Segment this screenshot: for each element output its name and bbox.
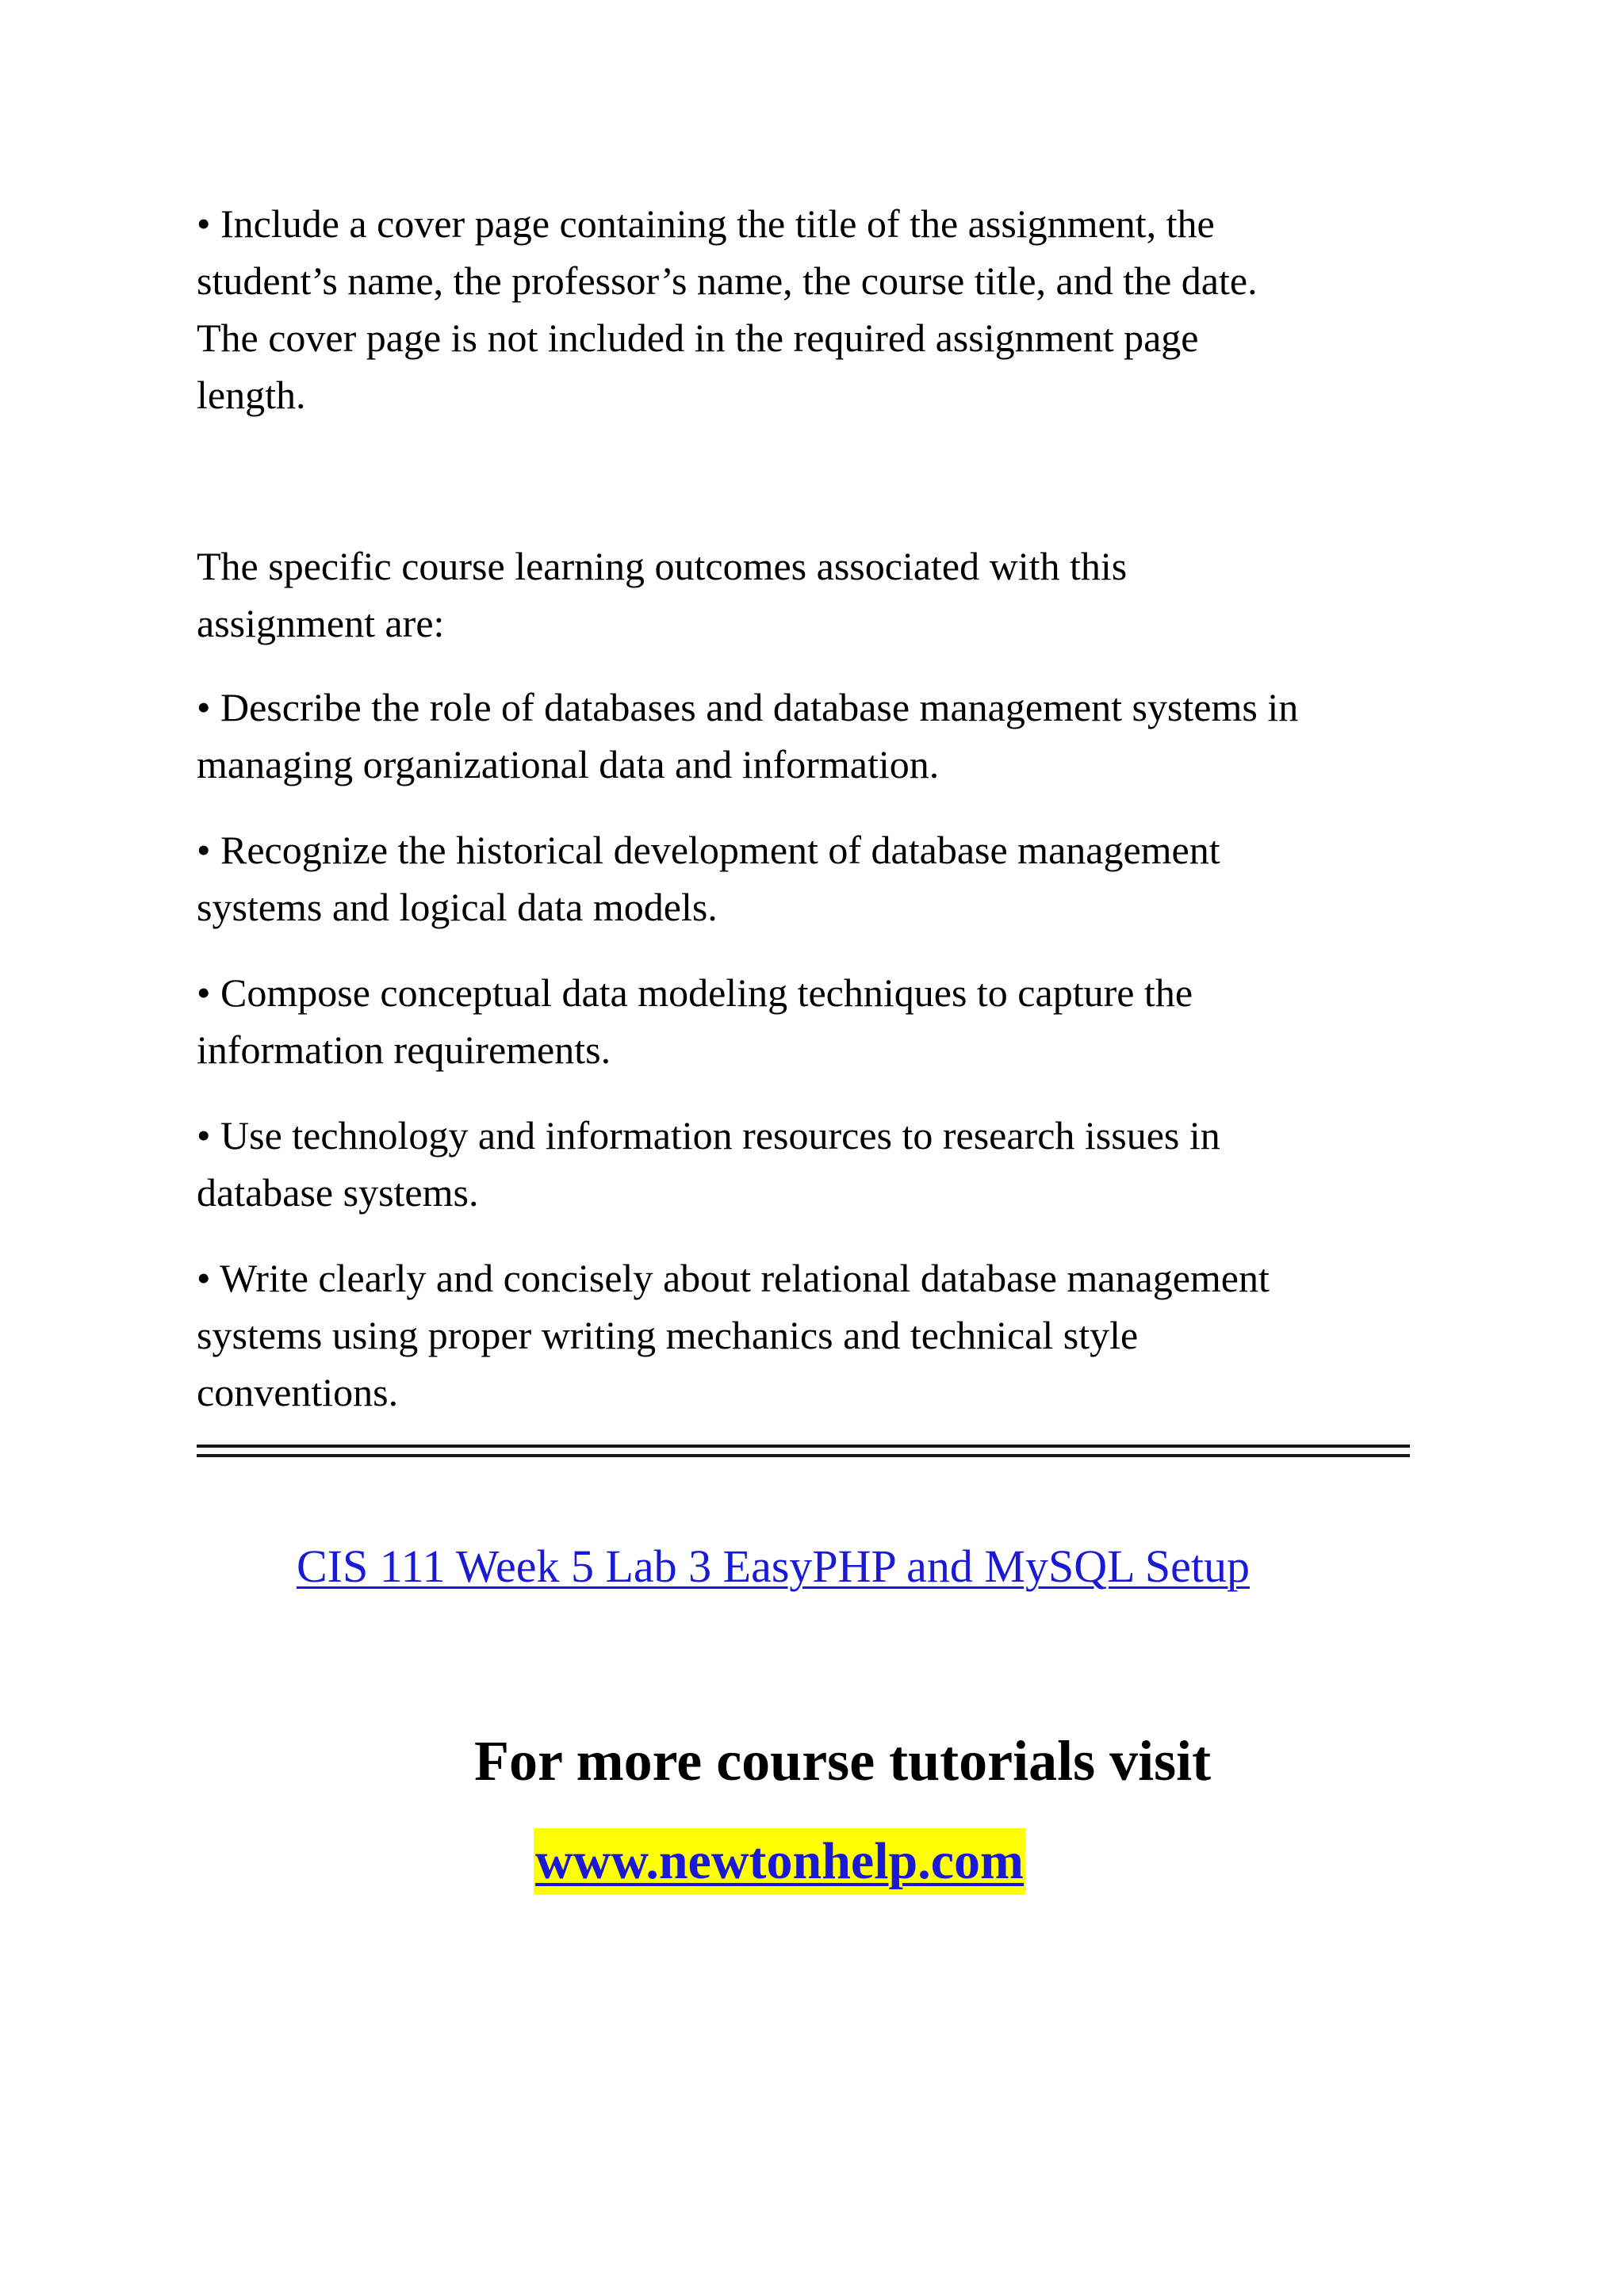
outcome-line: systems and logical data models.	[197, 885, 718, 929]
promo-heading: For more course tutorials visit	[474, 1729, 1212, 1793]
outcome-item-use-technology	[197, 1107, 1434, 1221]
outcome-item-recognize	[197, 821, 1434, 936]
outcome-line: information requirements.	[197, 1027, 611, 1072]
section-divider	[197, 1445, 1410, 1457]
outcome-line: database systems.	[197, 1170, 479, 1215]
outcome-line: • Compose conceptual data modeling techniques to capture the	[197, 970, 1193, 1015]
cover-page-line: The cover page is not included in the required assignment page	[197, 316, 1199, 360]
outcome-line: • Recognize the historical development of database management	[197, 828, 1220, 872]
website-link[interactable]: www.newtonhelp.com	[534, 1828, 1025, 1895]
outcomes-intro-line: assignment are:	[197, 601, 445, 645]
outcome-line: • Describe the role of databases and database management systems in	[197, 685, 1299, 729]
next-lab-link[interactable]: CIS 111 Week 5 Lab 3 EasyPHP and MySQL Setup	[297, 1540, 1250, 1592]
outcome-line: managing organizational data and information.	[197, 742, 940, 786]
outcome-item-write	[197, 1249, 1434, 1421]
outcome-item-compose	[197, 964, 1434, 1078]
outcome-line: • Write clearly and concisely about relational database management	[197, 1256, 1270, 1300]
outcome-item-describe	[197, 679, 1434, 793]
cover-page-requirement	[197, 195, 1434, 423]
outcomes-intro	[197, 538, 1434, 652]
outcome-line: conventions.	[197, 1370, 399, 1414]
outcomes-intro-line: The specific course learning outcomes associated with this	[197, 544, 1128, 588]
cover-page-line: length.	[197, 373, 306, 417]
outcome-line: systems using proper writing mechanics and technical style	[197, 1313, 1139, 1357]
cover-page-line: student’s name, the professor’s name, the course title, and the date.	[197, 258, 1258, 303]
cover-page-line: • Include a cover page containing the title of the assignment, the	[197, 201, 1215, 246]
outcome-line: • Use technology and information resources to research issues in	[197, 1113, 1220, 1158]
